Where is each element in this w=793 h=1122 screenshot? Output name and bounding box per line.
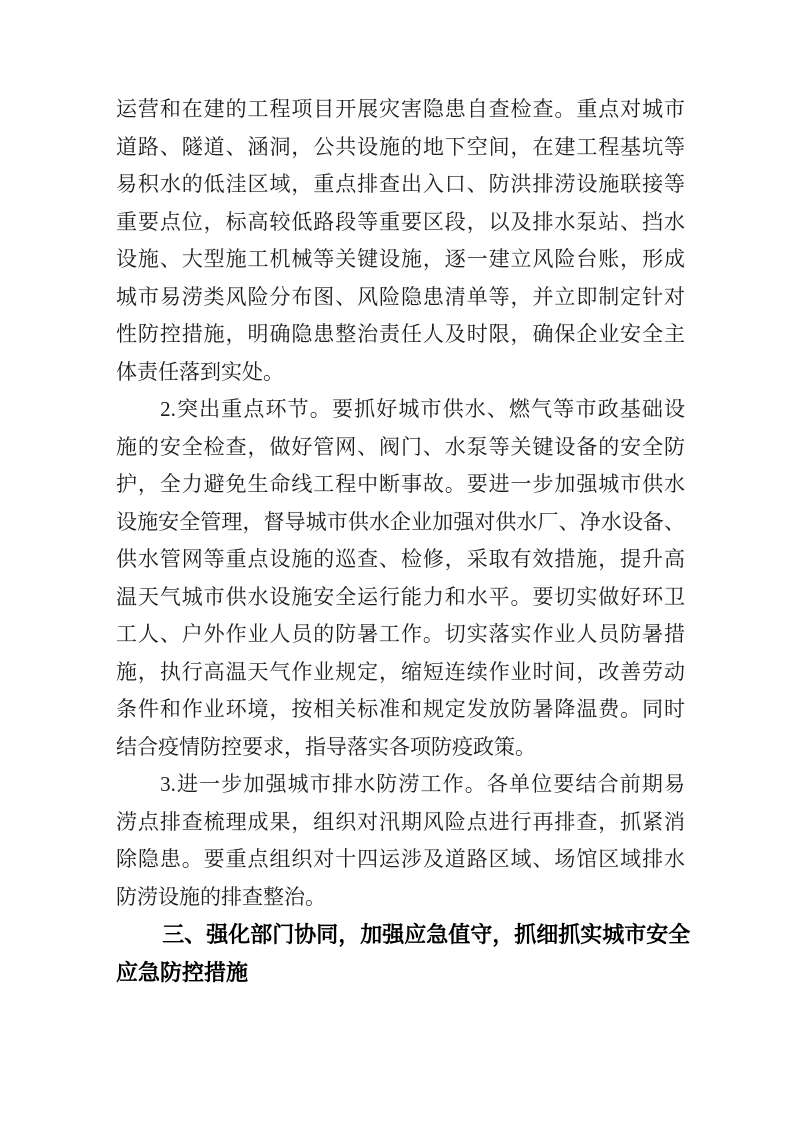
text-line: 城市易涝类风险分布图、风险隐患清单等，并立即制定针对 — [116, 284, 685, 309]
text-line: 三、强化部门协同，加强应急值守，抓细抓实城市安全 — [162, 922, 691, 947]
paragraph — [116, 91, 685, 391]
text-line: 温天气城市供水设施安全运行能力和水平。要切实做好环卫 — [116, 584, 685, 609]
text-line: 性防控措施，明确隐患整治责任人及时限，确保企业安全主 — [116, 322, 685, 346]
text-line: 设施安全管理，督导城市供水企业加强对供水厂、净水设备、 — [116, 509, 685, 534]
text-line: 重要点位，标高较低路段等重要区段，以及排水泵站、挡水 — [116, 209, 685, 234]
text-line: 运营和在建的工程项目开展灾害隐患自查检查。重点对城市 — [116, 97, 685, 121]
paragraph — [116, 766, 685, 916]
text-line: 体责任落到实处。 — [116, 359, 284, 384]
text-line: 除隐患。要重点组织对十四运涉及道路区域、场馆区域排水 — [116, 847, 685, 871]
text-line: 防涝设施的排查整治。 — [116, 884, 326, 909]
paragraph — [116, 391, 685, 766]
document-body — [116, 91, 691, 991]
text-line: 护，全力避免生命线工程中断事故。要进一步加强城市供水 — [116, 472, 685, 496]
text-line: 施的安全检查，做好管网、阀门、水泵等关键设备的安全防 — [116, 434, 685, 459]
text-line: 工人、户外作业人员的防暑工作。切实落实作业人员防暑措 — [116, 622, 685, 646]
text-line: 应急防控措施 — [116, 959, 249, 985]
text-line: 涝点排查梳理成果，组织对汛期风险点进行再排查，抓紧消 — [116, 809, 685, 834]
text-line: 供水管网等重点设施的巡查、检修，采取有效措施，提升高 — [116, 547, 685, 571]
text-line: 施，执行高温天气作业规定，缩短连续作业时间，改善劳动 — [116, 659, 685, 684]
section-heading — [116, 916, 691, 991]
text-line: 3.进一步加强城市排水防涝工作。各单位要结合前期易 — [160, 772, 685, 796]
text-line: 设施、大型施工机械等关键设施，逐一建立风险台账，形成 — [116, 247, 685, 271]
text-line: 道路、隧道、涵洞，公共设施的地下空间，在建工程基坑等 — [116, 134, 685, 159]
text-line: 条件和作业环境，按相关标准和规定发放防暑降温费。同时 — [116, 697, 685, 721]
text-line: 易积水的低洼区域，重点排查出入口、防洪排涝设施联接等 — [116, 172, 685, 196]
text-line: 2.突出重点环节。要抓好城市供水、燃气等市政基础设 — [160, 397, 685, 421]
text-line: 结合疫情防控要求，指导落实各项防疫政策。 — [116, 734, 536, 759]
